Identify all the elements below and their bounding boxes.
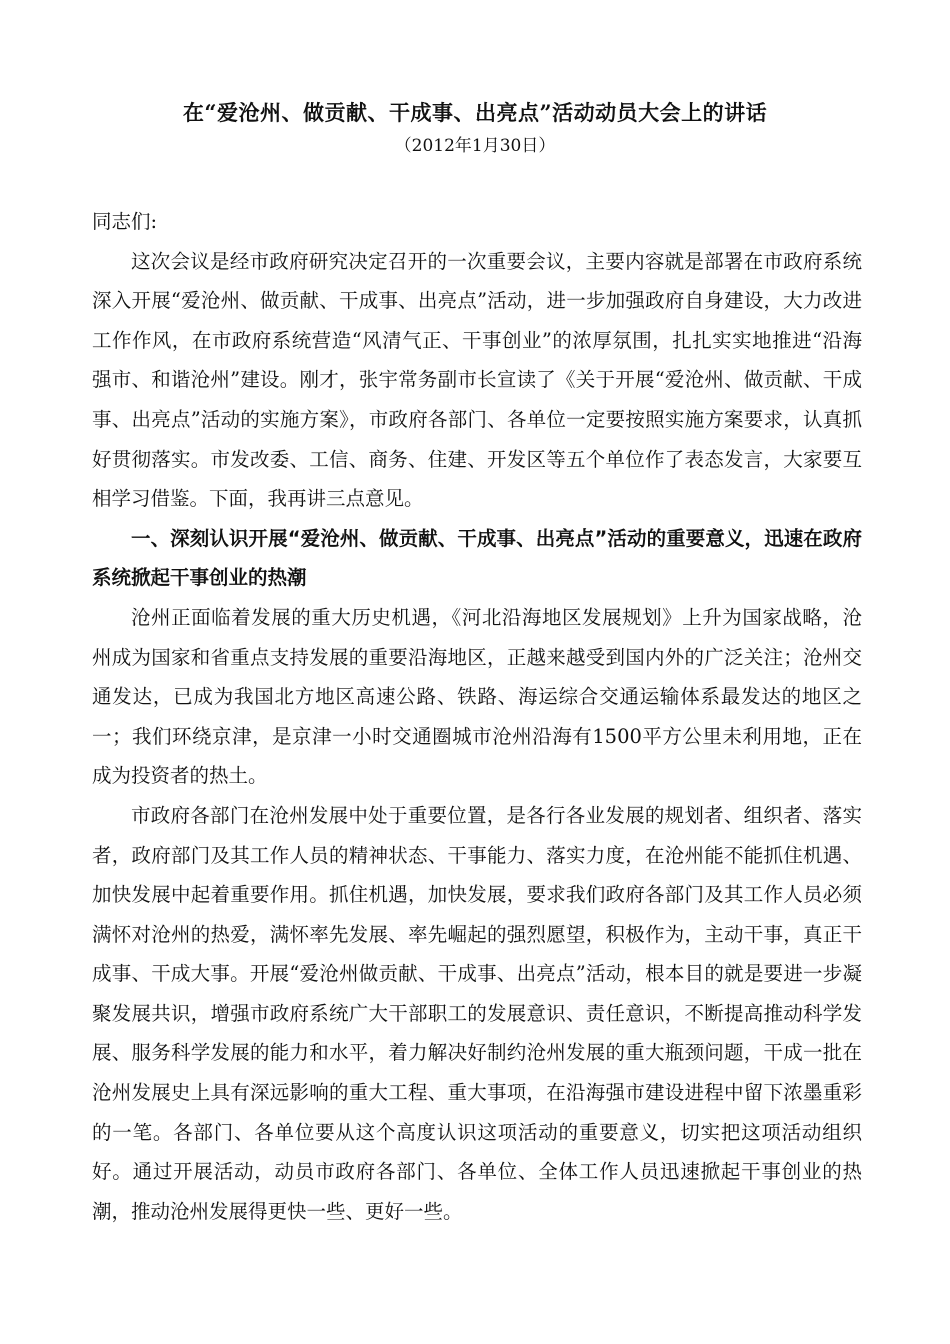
document-date: （2012年1月30日） (394, 136, 556, 156)
document-body (92, 202, 862, 1231)
section-heading: 一、深刻认识开展“爱沧州、做贡献、干成事、出亮点”活动的重要意义，迅速在政府系统掀起干事创业的热潮 (92, 526, 862, 590)
section-paragraph: 市政府各部门在沧州发展中处于重要位置，是各行各业发展的规划者、组织者、落实者，政府部门及其工作人员的精神状态、干事能力、落实力度，在沧州能不能抓住机遇、加快发展中起着重要作用。抓住机遇，加快发展，要求我们政府各部门及其工作人员必须满怀对沧州的热爱，满怀率先发展、率先崛起的强烈愿望，积极作为，主动干事，真正干成事、干成大事。开展“爱沧州做贡献、干成事、出亮点”活动，根本目的就是要进一步凝聚发展共识，增强市政府系统广大干部职工的发展意识、责任意识，不断提高推动科学发展、服务科学发展的能力和水平，着力解决好制约沧州发展的重大瓶颈问题，干成一批在沧州发展史上具有深远影响的重大工程、重大事项，在沿海强市建设进程中留下浓墨重彩的一笔。各部门、各单位要从这个高度认识这项活动的重要意义，切实把这项活动组织好。通过开展活动，动员市政府各部门、各单位、全体工作人员迅速掀起干事创业的热潮，推动沧州发展得更快一些、更好一些。 (92, 803, 862, 1223)
intro-paragraph: 这次会议是经市政府研究决定召开的一次重要会议，主要内容就是部署在市政府系统深入开展“爱沧州、做贡献、干成事、出亮点”活动，进一步加强政府自身建设，大力改进工作作风，在市政府系统营造“风清气正、干事创业”的浓厚氛围，扎扎实实地推进“沿海强市、和谐沧州”建设。刚才，张宇常务副市长宣读了《关于开展“爱沧州、做贡献、干成事、出亮点”活动的实施方案》，市政府各部门、各单位一定要按照实施方案要求，认真抓好贯彻落实。市发改委、工信、商务、住建、开发区等五个单位作了表态发言，大家要互相学习借鉴。下面，我再讲三点意见。 (92, 249, 862, 511)
salutation: 同志们: (92, 210, 158, 233)
document-title: 在“爱沧州、做贡献、干成事、出亮点”活动动员大会上的讲话 (182, 100, 768, 125)
section-paragraph: 沧州正面临着发展的重大历史机遇，《河北沿海地区发展规划》上升为国家战略，沧州成为国家和省重点支持发展的重要沿海地区，正越来越受到国内外的广泛关注；沧州交通发达，已成为我国北方地区高速公路、铁路、海运综合交通运输体系最发达的地区之一；我们环绕京津，是京津一小时交通圈城市沧州沿海有1500平方公里未利用地，正在成为投资者的热土。 (92, 605, 862, 788)
